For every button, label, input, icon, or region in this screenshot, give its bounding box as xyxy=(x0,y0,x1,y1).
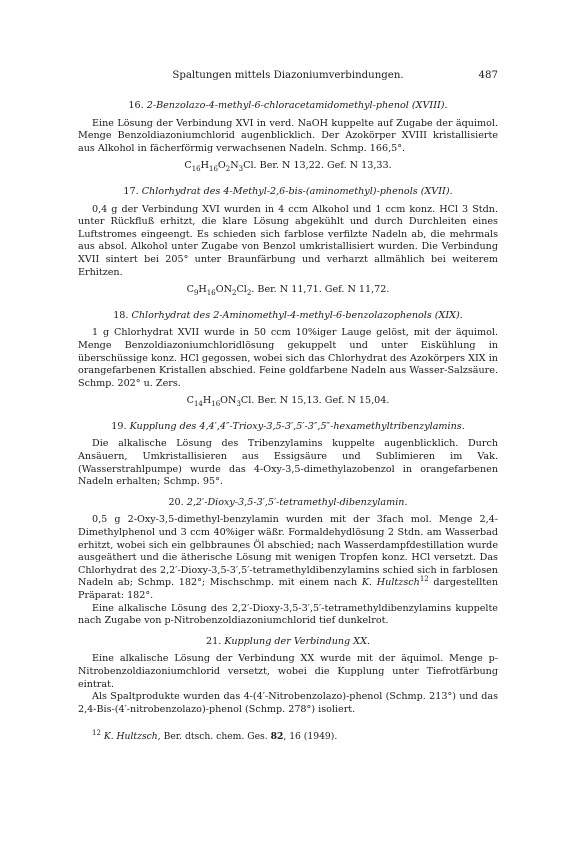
section-16-paragraph: Eine Lösung der Verbindung XVI in verd. NaOH kuppelte auf Zugabe der äquimol. Menge Benzoldiazoniumchlorid augenblicklich. Der Azokörper XVIII kristallisierte aus Alkohol in fächerförmig verwachsenen Nadeln. Schmp. 166,5°. xyxy=(78,117,498,154)
section-21-paragraph-1: Eine alkalische Lösung der Verbindung XX wurde mit der äquimol. Menge p-Nitrobenzoldiazoniumchlorid versetzt, wobei die Kupplung unter Tiefrotfärbung eintrat. xyxy=(78,653,498,690)
section-21-title xyxy=(78,636,498,649)
section-17-formula-text: . Ber. N 11,71. Gef. N 11,72. xyxy=(251,284,390,296)
section-19-heading: Kupplung des 4,4′,4″-Trioxy-3,5-3′,5′-3″,5″-hexamethyltribenzylamins. xyxy=(129,420,465,432)
section-19-number: 19. xyxy=(111,420,127,432)
section-17-formula: $C_9H_{16}ON_2Cl_2$. Ber. N 11,71. Gef. N 11,72. xyxy=(186,284,390,298)
section-17-title xyxy=(78,186,498,199)
document-page xyxy=(78,70,498,744)
section-18-paragraph: 1 g Chlorhydrat XVII wurde in 50 ccm 10%iger Lauge gelöst, mit der äquimol. Menge Benzoldiazoniumchloridlösung gekuppelt und unter Eiskühlung in überschüssige konz. HCl gegossen, wobei sich das Chlorhydrat des Azokörpers XIX in orangefarbenen Kristallen abschied. Feine goldfarbene Nadeln aus Wasser-Salzsäure. Schmp. 202° u. Zers. xyxy=(78,327,498,389)
section-20-heading: 2,2′-Dioxy-3,5-3′,5′-tetramethyl-dibenzylamin. xyxy=(186,496,408,508)
section-16-formula: $C_{16}H_{16}O_2N_3Cl$. Ber. N 13,22. Gef. N 13,33. xyxy=(184,160,392,174)
section-19-paragraph: Die alkalische Lösung des Tribenzylamins kuppelte augenblicklich. Durch Ansäuern, Umkristallisieren aus Essigsäure und Sublimieren im Vak. (Wasserstrahlpumpe) wurde das 4-Oxy-3,5-dimethylazobenzol in orangefarbenen Nadeln erhalten; Schmp. 95°. xyxy=(78,438,498,488)
page-number: 487 xyxy=(478,70,498,81)
footnote-text-end: , 16 (1949). xyxy=(283,731,338,743)
section-18-title xyxy=(78,310,498,323)
section-18-formula: $C_{14}H_{16}ON_3Cl$. Ber. N 15,13. Gef. N 15,04. xyxy=(186,395,390,409)
section-20-number: 20. xyxy=(168,496,184,508)
section-18-formula-text: Cl. Ber. N 15,13. Gef. N 15,04. xyxy=(240,395,390,407)
section-18-number: 18. xyxy=(113,309,129,321)
section-21-heading: Kupplung der Verbindung XX. xyxy=(224,635,370,647)
section-17-heading: Chlorhydrat des 4-Methyl-2,6-bis-(aminomethyl)-phenols (XVII). xyxy=(141,185,453,197)
section-17-paragraph: 0,4 g der Verbindung XVI wurden in 4 ccm Alkohol und 1 ccm konz. HCl 3 Stdn. unter Rückfluß erhitzt, die klare Lösung abgekühlt und durch Durchleiten eines Luftstromes eingeengt. Es schieden sich farblose verfilzte Nadeln ab, die mehrmals aus absol. Alkohol unter Zugabe von Benzol umkristallisiert wurden. Die Verbindung XVII sintert bei 205° unter Braunfärbung und verharzt allmählich bei weiterem Erhitzen. xyxy=(78,203,498,278)
section-20-paragraph-1-text: 0,5 g 2-Oxy-3,5-dimethyl-benzylamin wurden mit der 3fach mol. Menge 2,4-Dimethylphenol und 3 ccm 40%iger wäßr. Formaldehydlösung 2 Stdn. am Wasserbad erhitzt, wobei sich ein gelbbraunes Öl abschied; nach Wasserdampfdestillation wurde ausgeäthert und die ätherische Lösung mit wenigen Tropfen konz. HCl versetzt. Das Chlorhydrat des 2,2′-Dioxy-3,5-3′,5′-tetramethyldibenzylamins schied sich in farblosen Nadeln ab; Schmp. 182°; Mischschmp. mit einem nach xyxy=(78,514,498,589)
section-20-paragraph-2: Eine alkalische Lösung des 2,2′-Dioxy-3,5-3′,5′-tetramethyldibenzylamins kuppelte nach Zugabe von p-Nitrobenzoldiazoniumchlorid tief dunkelrot. xyxy=(78,602,498,627)
section-16-number: 16. xyxy=(128,100,144,111)
section-17-number: 17. xyxy=(123,185,139,197)
footnote-text: , Ber. dtsch. chem. Ges. xyxy=(157,731,271,743)
section-20-paragraph-1 xyxy=(78,514,498,602)
footnote-marker: 12 xyxy=(419,575,429,584)
section-21-paragraph-2: Als Spaltprodukte wurden das 4-(4′-Nitrobenzolazo)-phenol (Schmp. 213°) und das 2,4-Bis-(4′-nitrobenzolazo)-phenol (Schmp. 278°) isoliert. xyxy=(78,691,498,715)
page-header xyxy=(78,70,498,86)
running-title: Spaltungen mittels Diazoniumverbindungen. xyxy=(172,70,404,81)
section-18-heading: Chlorhydrat des 2-Aminomethyl-4-methyl-6-benzolazophenols (XIX). xyxy=(131,309,463,321)
section-20-author-reference: K. Hultzsch xyxy=(361,577,420,589)
section-19-title xyxy=(78,421,498,434)
section-16-heading: 2-Benzolazo-4-methyl-6-chloracetamidomethyl-phenol (XVIII). xyxy=(146,100,448,111)
section-20-title xyxy=(78,497,498,510)
section-16-title xyxy=(78,100,498,113)
footnote xyxy=(78,731,498,744)
section-16-formula-text: Cl. Ber. N 13,22. Gef. N 13,33. xyxy=(243,160,392,172)
footnote-number: 12 xyxy=(92,729,101,738)
section-20-paragraph-1-end: dargestellten Präparat: 182°. xyxy=(78,577,498,601)
footnote-author: K. Hultzsch xyxy=(103,731,158,743)
footnote-volume: 82 xyxy=(270,731,284,743)
section-21-number: 21. xyxy=(206,635,222,647)
